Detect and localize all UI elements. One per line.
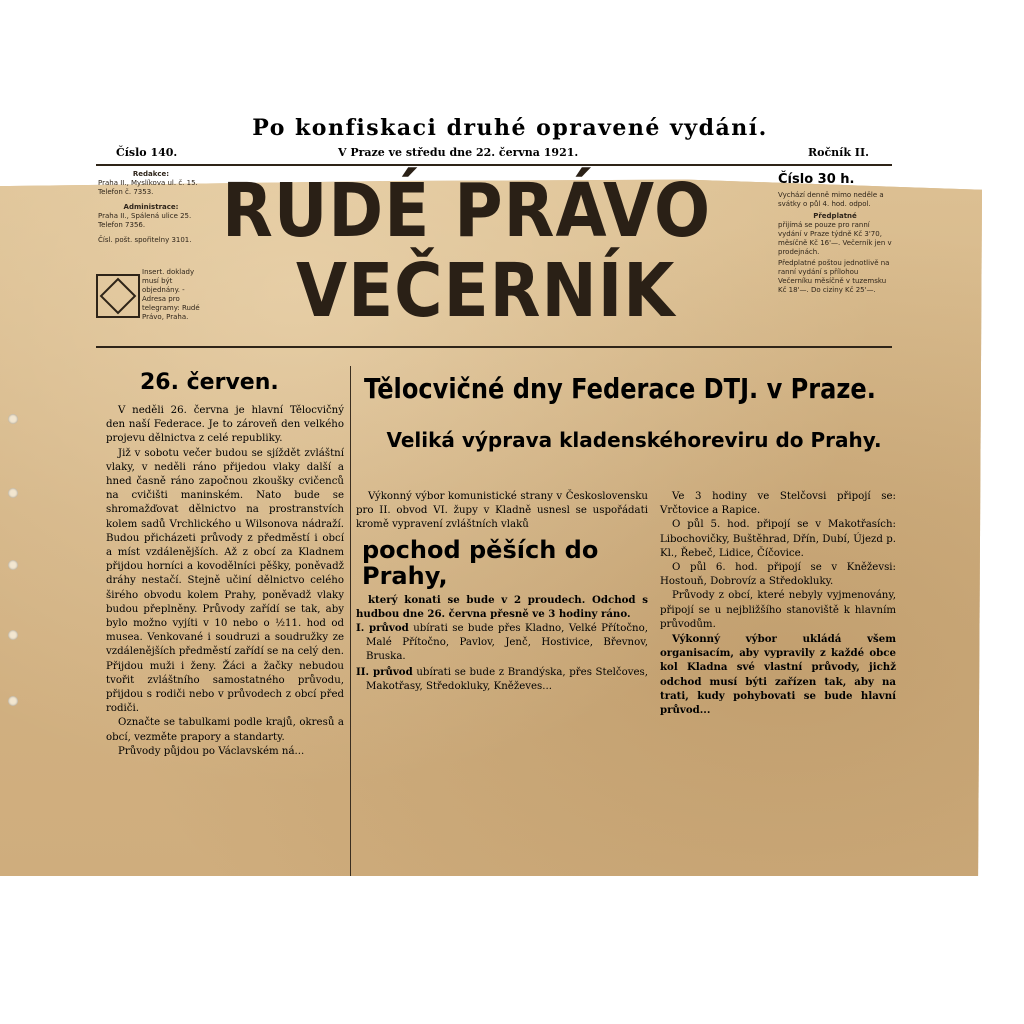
edition-banner: Po konfiskaci druhé opravené vydání. — [252, 115, 768, 141]
page-margin-bottom — [0, 876, 1024, 1024]
masthead-top-rule — [96, 164, 892, 166]
article-vyprava-col-right: Ve 3 hodiny ve Stelčovsi připojí se: Vrčtovice a Rapice. O půl 5. hod. připojí se v Makotřasích: Libochovičky, Buštěhrad, Dřín, Dubí, Újezd p. Kl., Řebeč, Lidice, Číčovice. O půl 6. hod. připojí se v Kněževsi: Hostouň, Dobrovíz a Středokluky. Průvody z obcí, které nebyly vyjmenovány, připojí se u nejbližšího stanoviště k hlavním průvodům. Výkonný výbor ukládá všem organisacím, aby vypravily z každé obce kol Kladna své vlastní průvody, jichž odchod musí býti zařízen tak, aby na trati, kudy pohybovati se bude hlavní průvod... — [660, 491, 896, 717]
issue-date: V Praze ve středu dne 22. června 1921. — [338, 146, 579, 159]
march-heading: pochod pěších do Prahy, — [362, 535, 599, 590]
article-title-26-cerven: 26. červen. — [140, 370, 279, 395]
masthead-subtitle: VEČERNÍK — [296, 247, 676, 334]
article-vyprava-col-left: Výkonný výbor komunistické strany v Československu pro II. obvod VI. župy v Kladně usnesl se uspořádati kromě vypravení zvláštních vlaků pochod pěších do Prahy, který konati se bude v 2 proudech. Odchod s hudbou dne 26. června přesně ve 3 hodiny ráno. I. průvod ubírati se bude přes Kladno, Velké Přítočno, Malé Přítočno, Pavlov, Jenč, Hostivice, Břevnov, Bruska. II. průvod ubírati se bude z Brandýska, přes Stelčoves, Makotřasy, Středokluky, Kněževes... — [356, 491, 648, 692]
party-seal-icon — [96, 274, 140, 318]
column-divider — [350, 366, 351, 876]
editorial-info: Redakce: Praha II., Myslíkova ul. č. 15. Telefon č. 7353. Administrace: Praha II., Spálená ulice 25. Telefon 7356. Čísl. pošt. spořitelny 3101. — [98, 170, 198, 244]
masthead-bottom-rule — [96, 346, 892, 348]
article-26-cerven-body: V neděli 26. června je hlavní Tělocvičný den naší Federace. Je to zároveň den velkého projevu dělnictva z celé republiky. Již v sobotu večer budou se sjíždět zvláštní vlaky, v neděli ráno přijedou vlaky další a hned časně ráno započnou zkoušky cvičenců na cvičišti maninském. Nato bude se shromažďovat dělnictvo na prostranstvích kolem sadů Vrchlického u Wilsonova nádraží. Budou přicházeti průvody z předměstí i obcí a míst vzdálenějších. Až z obcí za Kladnem přijdou horníci a kovodělníci pěšky, poněvadž dráhy nestačí. Stejně učiní dělnictvo celého širého obvodu kolem Prahy, poněvadž vlaky budou přeplněny. Průvody zařídí se tak, aby bylo možno vyjíti v 10 nebo o ½11. hod od musea. Venkované i soudruzi a soudružky ze vzdálenějších předměstí zařídí se na celý den. Přijdou muži i ženy. Žáci a žačky nebudou tvořit zvláštního samostatného průvodu, přijdou s rodiči nebo v průvodech z obcí před rodiči. Označte se tabulkami podle krajů, okresů a obcí, vezměte prapory a standarty. Průvody půjdou po Václavském ná... — [106, 405, 344, 757]
price: Číslo 30 h. — [778, 172, 855, 187]
masthead-title: RUDÉ PRÁVO — [222, 167, 712, 254]
insert-info: Insert. doklady musí být objednány. - Adresa pro telegramy: Rudé Právo, Praha. — [142, 268, 200, 321]
price-info: Číslo 30 h. Vychází denně mimo neděle a svátky o půl 4. hod. odpol. Předplatné přijímá se pouze pro ranní vydání v Praze týdně Kč 3'70, měsíčně Kč 16'—. Večerník jen v prodejnách. Předplatné poštou jednotlivě na ranní vydání s přílohou Večerníku měsíčně v tuzemsku Kč 18'—. Do ciziny Kč 25'—. — [778, 172, 892, 294]
article-subtitle-vyprava: Veliká výprava kladenskéhoreviru do Prahy. — [386, 428, 882, 452]
volume-number: Ročník II. — [808, 146, 869, 159]
issue-number: Číslo 140. — [116, 146, 178, 159]
article-title-telocvicne-dny: Tělocvičné dny Federace DTJ. v Praze. — [364, 372, 876, 405]
page-margin-right — [982, 146, 1024, 876]
